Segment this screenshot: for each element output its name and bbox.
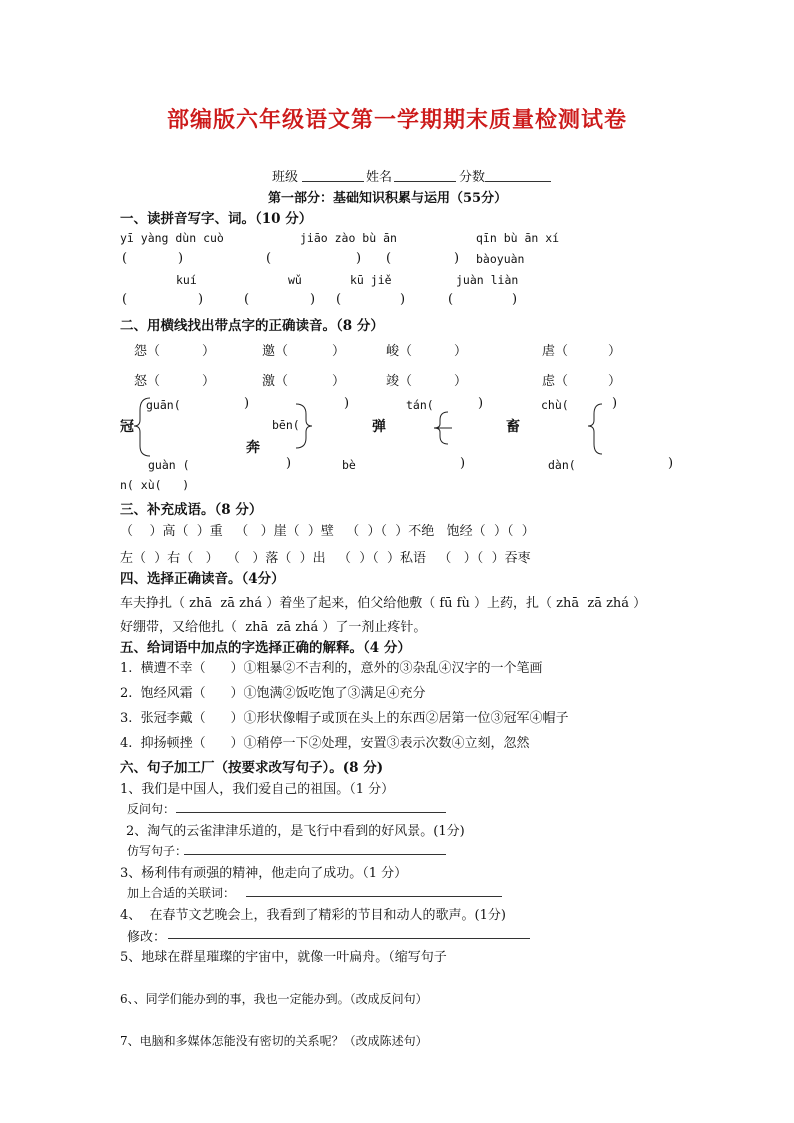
bracket: (: [386, 251, 392, 266]
bracket: (: [448, 292, 454, 307]
bracket: ): [478, 396, 484, 411]
section-6-heading: 六、句子加工厂（按要求改写句子）。(8 分): [120, 760, 384, 776]
bracket: (: [122, 292, 128, 307]
sentence-question: 3、杨利伟有顽强的精神，他走向了成功。（1 分）: [120, 866, 408, 881]
sentence-question: 4、 在春节文艺晚会上，我看到了精彩的节目和动人的歌声。(1分): [120, 908, 506, 923]
char-blank: ）: [608, 374, 622, 389]
name-blank[interactable]: [394, 181, 456, 182]
bracket: ): [178, 251, 184, 266]
section-2-heading: 二、用横线找出带点字的正确读音。（8 分）: [120, 318, 384, 334]
sentence-question: 7、电脑和多媒体怎能没有密切的关系呢？（改成陈述句）: [120, 1034, 428, 1048]
bracket: (: [336, 292, 342, 307]
polyphone-char: 冠: [120, 419, 134, 435]
meaning-item: 3. 张冠李戴（ ）①形状像帽子或顶在头上的东西②居第一位③冠军④帽子: [120, 711, 569, 726]
answer-blank[interactable]: [176, 812, 446, 813]
class-label: 班级: [272, 170, 299, 185]
polyphone-char: 奔: [246, 440, 260, 456]
bracket: ): [512, 292, 518, 307]
left-brace-icon: [588, 404, 602, 454]
pinyin: jiāo zào bù ān: [300, 231, 397, 245]
char-blank: ）: [608, 344, 622, 359]
bracket: ): [400, 292, 406, 307]
char-blank: ）: [202, 344, 216, 359]
pinyin: qīn bù ān xí: [476, 231, 560, 245]
char-blank: 竣（: [386, 374, 413, 389]
sentence-question: 2、淘气的云雀津津乐道的，是飞行中看到的好风景。(1分): [126, 824, 465, 839]
pinyin: kū jiě: [350, 273, 392, 287]
section-1-heading: 一、读拼音写字、词。（10 分）: [120, 211, 313, 227]
char-blank: ）: [454, 374, 468, 389]
char-blank: 邀（: [262, 344, 289, 359]
answer-label: 修改：: [127, 930, 167, 945]
pinyin-blank: guàn (: [148, 458, 190, 472]
char-blank: 怨（: [134, 344, 161, 359]
score-label: 分数: [459, 170, 486, 185]
bracket: ): [460, 456, 466, 471]
pinyin: juàn liàn: [456, 273, 519, 287]
pinyin-blank: n( xù( ): [120, 478, 190, 492]
bracket: ): [244, 396, 250, 411]
pinyin: bàoyuàn: [476, 252, 525, 266]
reading-line: 车夫挣扎（ zhā zā zhá ）着坐了起来，伯父给他敷（ fū fù ）上药，扎（ zhā zā zhá ）: [120, 596, 647, 611]
bracket: ): [344, 396, 350, 411]
char-blank: ）: [202, 374, 216, 389]
score-blank[interactable]: [485, 181, 551, 182]
answer-label: 加上合适的关联词：: [127, 886, 236, 900]
sentence-question: 1、我们是中国人，我们爱自己的祖国。（1 分）: [120, 782, 395, 797]
char-blank: 峻（: [386, 344, 413, 359]
class-blank[interactable]: [302, 181, 364, 182]
pinyin-blank: dàn(: [548, 458, 576, 472]
bracket: ): [668, 456, 674, 471]
polyphone-char: 畜: [506, 419, 520, 435]
sentence-question: 5、地球在群星璀璨的宇宙中，就像一叶扁舟。（缩写句子: [120, 950, 447, 965]
char-blank: 怒（: [134, 374, 161, 389]
bracket: ): [198, 292, 204, 307]
bracket: ): [356, 251, 362, 266]
pinyin-blank: guān(: [146, 398, 181, 412]
bracket: ): [286, 456, 292, 471]
bracket: (: [266, 251, 272, 266]
answer-blank[interactable]: [168, 938, 530, 939]
pinyin: yī yàng dùn cuò: [120, 231, 224, 245]
char-blank: ）: [332, 374, 346, 389]
bracket: ): [454, 251, 460, 266]
bracket: ): [310, 292, 316, 307]
left-brace-icon: [434, 412, 448, 444]
bracket: (: [244, 292, 250, 307]
sentence-question: 6、、同学们能办到的事，我也一定能办到。（改成反问句）: [120, 992, 428, 1006]
char-blank: ）: [454, 344, 468, 359]
meaning-item: 4. 抑扬顿挫（ ）①稍停一下②处理，安置③表示次数④立刻，忽然: [120, 736, 530, 751]
pinyin: kuí: [176, 273, 197, 287]
polyphone-char: 弹: [372, 419, 386, 435]
char-blank: 激（: [262, 374, 289, 389]
bracket: (: [122, 251, 128, 266]
char-blank: 虐（: [542, 344, 569, 359]
section-4-heading: 四、选择正确读音。（4分）: [120, 571, 285, 587]
char-blank: ）: [332, 344, 346, 359]
bracket: ): [612, 396, 618, 411]
section-5-heading: 五、给词语中加点的字选择正确的解释。（4 分）: [120, 640, 411, 656]
idiom-row: （ ）高（ ）重 （ ）崖（ ）壁 （ ）（ ）不绝 饱经（ ）（ ）: [120, 524, 535, 539]
pinyin-blank: chù(: [541, 398, 569, 412]
answer-label: 仿写句子：: [127, 844, 188, 858]
idiom-row: 左（ ）右（ ） （ ）落（ ）出 （ ）（ ）私语 （ ）（ ）吞枣: [120, 551, 531, 566]
pinyin-blank: bēn(: [272, 418, 300, 432]
name-label: 姓名: [366, 170, 393, 185]
section-3-heading: 三、补充成语。（8 分）: [120, 502, 263, 518]
pinyin-blank: bè: [342, 458, 356, 472]
answer-label: 反问句：: [127, 802, 176, 816]
reading-line: 好绷带，又给他扎（ zhā zā zhá ）了一剂止疼针。: [120, 620, 427, 635]
meaning-item: 1. 横遭不幸（ ）①粗暴②不吉利的，意外的③杂乱④汉字的一个笔画: [120, 661, 543, 676]
char-blank: 虑（: [542, 374, 569, 389]
meaning-item: 2. 饱经风霜（ ）①饱满②饭吃饱了③满足④充分: [120, 686, 426, 701]
pinyin-blank: tán(: [406, 398, 434, 412]
answer-blank[interactable]: [246, 896, 502, 897]
exam-title: 部编版六年级语文第一学期期末质量检测试卷: [166, 107, 627, 133]
pinyin: wǔ: [288, 273, 302, 287]
answer-blank[interactable]: [184, 854, 446, 855]
part-title: 第一部分：基础知识积累与运用（55分）: [268, 191, 508, 206]
